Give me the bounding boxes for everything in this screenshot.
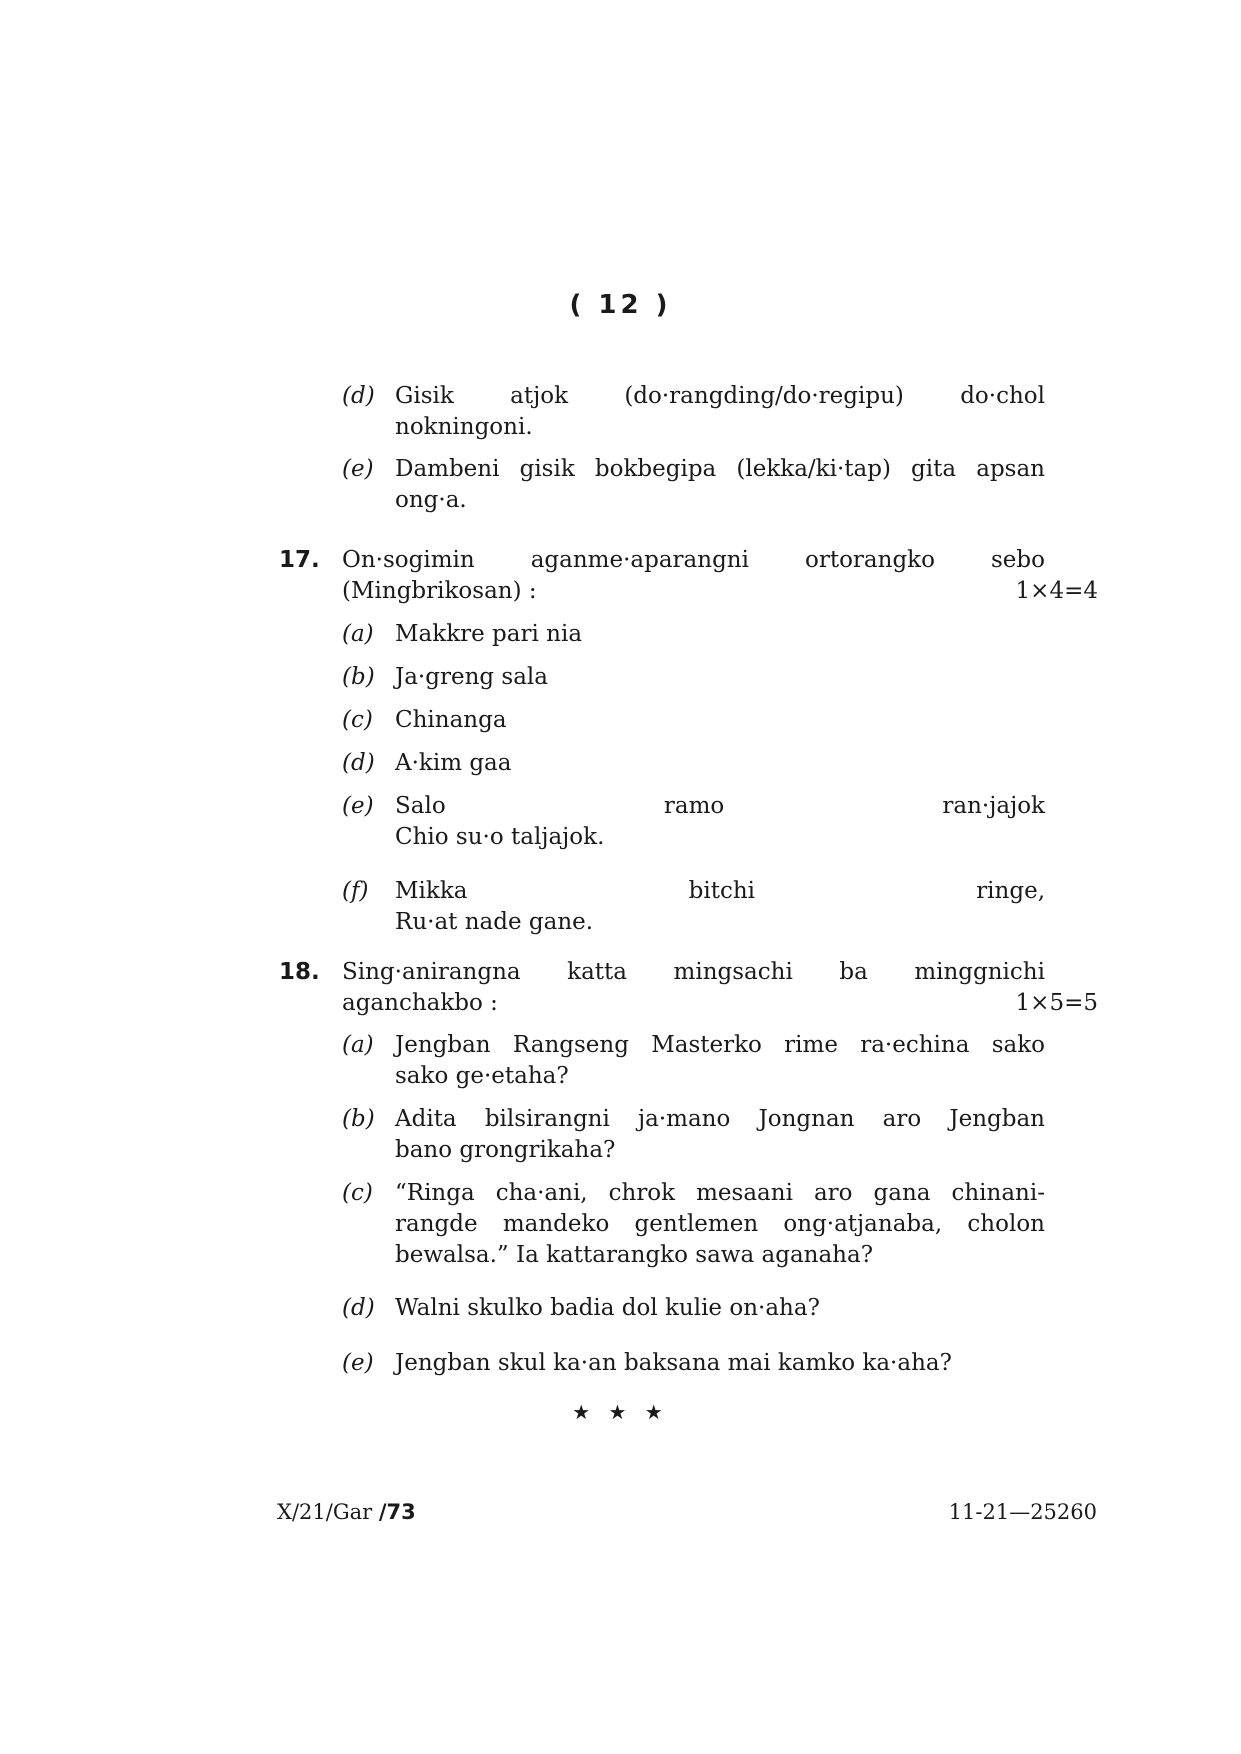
item-text: bewalsa.” Ia kattarangko sawa aganaha?	[395, 1242, 874, 1268]
word: mingsachi	[673, 959, 793, 985]
question-text	[342, 956, 1045, 988]
word: minggnichi	[914, 959, 1045, 985]
item-label: (e)	[342, 456, 374, 482]
item-text: Jengban skul ka·an baksana mai kamko ka·aha?	[395, 1350, 952, 1376]
marks: 1×4=4	[1015, 578, 1098, 604]
item-text: Dambeni gisik bokbegipa (lekka/ki·tap) gita apsan	[395, 456, 1045, 482]
word: katta	[567, 959, 627, 985]
item-label: (c)	[342, 1180, 373, 1206]
item-label: (f)	[342, 878, 369, 904]
word: Gisik	[395, 383, 454, 409]
item-label: (b)	[342, 1106, 375, 1132]
print-code: 11-21—25260	[948, 1500, 1097, 1524]
item-text: bano grongrikaha?	[395, 1137, 616, 1163]
item-label: (b)	[342, 664, 375, 690]
word: atjok	[510, 383, 569, 409]
item-text: nokningoni.	[395, 414, 533, 440]
item-text: rangde mandeko gentlemen ong·atjanaba, cholon	[395, 1211, 1045, 1237]
item-label: (d)	[342, 1295, 375, 1321]
word: On·sogimin	[342, 547, 475, 573]
word: sebo	[990, 547, 1045, 573]
paper-code	[277, 1500, 416, 1524]
item-text: Ja·greng sala	[395, 664, 549, 690]
item-text: Chinanga	[395, 707, 507, 733]
question-number: 18.	[279, 959, 320, 985]
item-text: Adita bilsirangni ja·mano Jongnan aro Jengban	[395, 1106, 1045, 1132]
word: aganme·aparangni	[530, 547, 749, 573]
item-text: sako ge·etaha?	[395, 1063, 569, 1089]
word: ortorangko	[805, 547, 935, 573]
marks: 1×5=5	[1015, 990, 1098, 1016]
question-text: aganchakbo :	[342, 990, 498, 1016]
word: ba	[839, 959, 868, 985]
end-stars: ★ ★ ★	[572, 1400, 669, 1424]
item-text: Ru·at nade gane.	[395, 909, 594, 935]
item-label: (a)	[342, 1032, 374, 1058]
item-label: (a)	[342, 621, 374, 647]
word: Sing·anirangna	[342, 959, 521, 985]
item-text: Makkre pari nia	[395, 621, 583, 647]
item-label: (c)	[342, 707, 373, 733]
paper-code-bold: /73	[378, 1500, 416, 1524]
item-text: “Ringa cha·ani, chrok mesaani aro gana chinani-	[395, 1180, 1045, 1206]
question-text	[342, 544, 1045, 576]
page-number: ( 12 )	[569, 290, 672, 320]
item-text: A·kim gaa	[395, 750, 512, 776]
word: (do·rangding/do·regipu)	[624, 383, 904, 409]
item-label: (d)	[342, 750, 375, 776]
item-text: Mikka bitchi ringe,	[395, 878, 1045, 904]
word: do·chol	[960, 383, 1045, 409]
item-text: Chio su·o taljajok.	[395, 824, 605, 850]
item-label: (e)	[342, 1350, 374, 1376]
item-text: Salo ramo ran·jajok	[395, 793, 1045, 819]
item-text: ong·a.	[395, 487, 467, 513]
item-text: Walni skulko badia dol kulie on·aha?	[395, 1295, 820, 1321]
question-text: (Mingbrikosan) :	[342, 578, 537, 604]
item-label: (d)	[342, 383, 375, 409]
item-text: Jengban Rangseng Masterko rime ra·echina sako	[395, 1032, 1045, 1058]
question-number: 17.	[279, 547, 320, 573]
item-text	[395, 380, 1045, 412]
item-label: (e)	[342, 793, 374, 819]
paper-code-text: X/21/Gar	[277, 1500, 379, 1524]
